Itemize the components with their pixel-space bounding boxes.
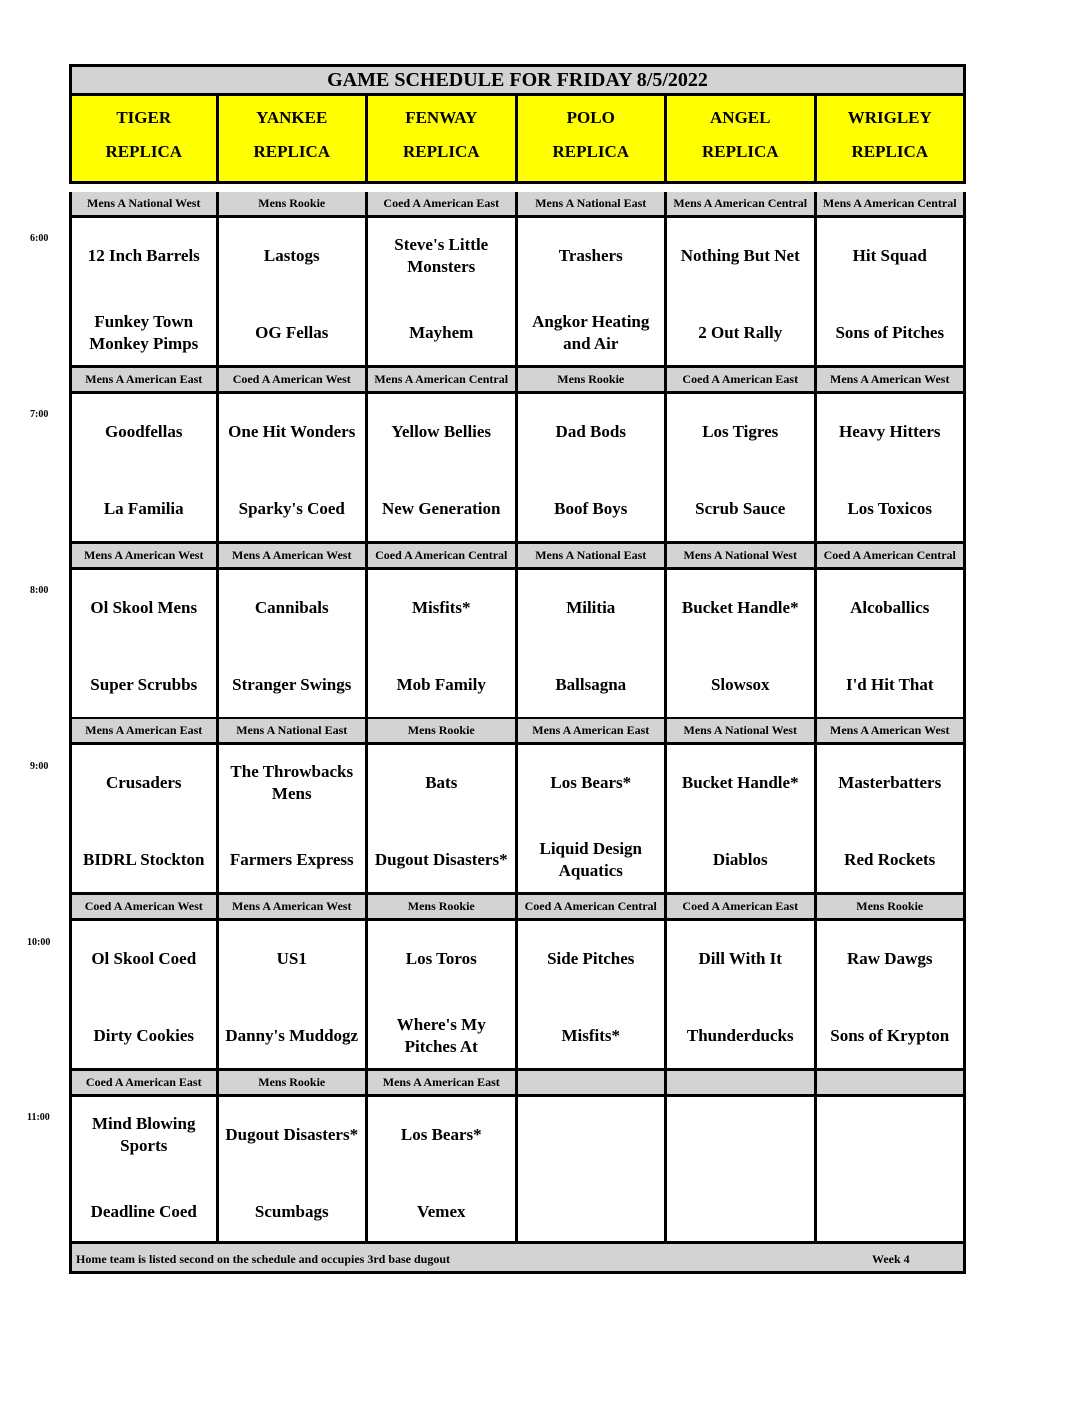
home-team: La Familia [103,498,184,518]
division-label: Mens A American West [817,368,967,391]
division-label: Mens Rookie [219,192,369,215]
game-cell [518,1094,668,1247]
game-cell [219,918,369,1071]
game-cell [69,567,219,720]
away-team: Yellow Bellies [391,421,492,441]
division-label: Coed A American Central [368,544,518,567]
home-team: Sons of Pitches [835,323,945,342]
time-label: 11:00 [27,1112,50,1124]
game-cell [817,918,967,1071]
game-cell [667,215,817,368]
division-label: Mens Rookie [817,895,967,918]
away-team: Masterbatters [838,773,942,793]
time-label: 6:00 [30,233,49,245]
game-cell [368,918,518,1071]
time-label: 10:00 [27,936,51,948]
division-label: Coed A American East [667,895,817,918]
home-team: BIDRL Stockton [83,850,205,870]
home-team: Angkor Heating and Air [532,312,650,353]
time-label: 8:00 [30,584,49,596]
schedule-sheet [69,64,966,1274]
home-team: Scrub Sauce [695,498,786,518]
away-team: Steve's Little Monsters [394,235,489,276]
page-title: GAME SCHEDULE FOR FRIDAY 8/5/2022 [69,64,966,96]
division-label: Mens A National East [518,192,668,215]
away-team: Militia [566,597,616,617]
game-cell [667,742,817,895]
home-team: Thunderducks [686,1026,794,1046]
away-team: Side Pitches [547,949,635,969]
game-cell [817,742,967,895]
away-team: Bats [425,773,458,793]
away-team: Crusaders [105,773,182,793]
away-team: Heavy Hitters [839,421,941,441]
time-label: 7:00 [30,409,49,421]
away-team: Raw Dawgs [847,949,933,969]
home-team: Liquid Design Aquatics [539,839,642,881]
division-label: Mens A American East [518,719,668,742]
home-team: Where's My Pitches At [396,1015,486,1057]
division-label: Coed A American West [219,368,369,391]
field-header [518,96,668,184]
game-cell [69,391,219,544]
game-cell [667,918,817,1071]
game-cell [368,567,518,720]
away-team [518,1110,665,1160]
division-label: Mens A National West [667,719,817,742]
away-team: Hit Squad [852,246,927,265]
game-cell [667,1094,817,1247]
away-team: Alcoballics [850,597,930,617]
game-cell [69,742,219,895]
division-label: Mens A National West [667,544,817,567]
away-team: Bucket Handle* [681,773,799,793]
away-team: Mind Blowing Sports [92,1114,196,1155]
field-subtitle: REPLICA [105,142,182,161]
away-team: Bucket Handle* [681,597,799,617]
game-cell [518,742,668,895]
home-team: I'd Hit That [845,674,934,694]
home-team: Diablos [712,850,768,870]
division-label [518,1071,668,1094]
away-team: The Throwbacks Mens [230,762,354,804]
home-team: Scumbags [254,1202,329,1221]
field-header [219,96,369,184]
field-name: WRIGLEY [847,108,932,127]
division-label: Mens A National East [219,719,369,742]
division-label: Mens A American Central [667,192,817,215]
game-cell [219,391,369,544]
home-team: Mob Family [396,674,486,694]
footer-note: Home team is listed second on the schedule and occupies 3rd base dugout [76,1252,451,1266]
division-label [817,1071,967,1094]
division-label: Mens A American Central [368,368,518,391]
game-cell [518,567,668,720]
home-team [667,1187,814,1237]
home-team: Dugout Disasters* [374,850,508,870]
away-team: Trashers [558,246,623,265]
away-team: Goodfellas [105,421,183,441]
home-team: Sparky's Coed [238,498,345,518]
home-team: Sons of Krypton [830,1026,950,1046]
home-team: Los Toxicos [847,498,933,518]
away-team: Los Toros [405,949,477,969]
division-label: Mens A American West [69,544,219,567]
home-team: Funkey Town Monkey Pimps [89,312,199,353]
game-cell [817,391,967,544]
home-team [518,1187,665,1237]
home-team: Dirty Cookies [93,1026,195,1046]
home-team: Boof Boys [554,498,628,518]
division-label: Mens Rookie [518,368,668,391]
home-team: OG Fellas [255,323,329,342]
game-cell [518,215,668,368]
field-header [69,96,219,184]
away-team: Ol Skool Mens [90,597,198,617]
home-team: Stranger Swings [232,674,352,694]
away-team: Dugout Disasters* [225,1125,359,1144]
away-team: 12 Inch Barrels [87,246,200,265]
game-cell [817,215,967,368]
away-team: Nothing But Net [680,246,800,265]
division-label: Mens A National West [69,192,219,215]
away-team: Dill With It [698,949,782,969]
home-team [817,1187,964,1237]
away-team: Los Tigres [702,421,779,441]
away-team: Los Bears* [400,1125,482,1144]
home-team: Misfits* [561,1026,621,1046]
away-team: Los Bears* [550,773,632,793]
game-cell [219,567,369,720]
division-label [667,1071,817,1094]
footer [69,1241,966,1274]
field-subtitle: REPLICA [851,142,928,161]
field-header [368,96,518,184]
away-team: Dad Bods [555,421,626,441]
game-cell [219,742,369,895]
division-label: Mens A American Central [817,192,967,215]
field-name: POLO [566,108,615,127]
field-subtitle: REPLICA [402,142,480,161]
game-cell [817,1094,967,1247]
game-cell [219,1094,369,1247]
home-team: Mayhem [409,323,474,342]
field-subtitle: REPLICA [253,142,330,161]
division-label: Mens A American West [219,544,369,567]
division-label: Coed A American East [667,368,817,391]
division-label: Mens A American West [817,719,967,742]
division-label: Coed A American East [368,192,518,215]
away-team: Cannibals [254,597,329,617]
game-cell [368,1094,518,1247]
away-team: Ol Skool Coed [91,949,197,969]
division-label: Mens Rookie [368,719,518,742]
division-label: Coed A American East [69,1071,219,1094]
home-team: Super Scrubbs [90,674,198,694]
field-subtitle: REPLICA [552,142,629,161]
week-label: Week 4 [872,1252,910,1266]
home-team: Vemex [417,1202,466,1221]
division-label: Mens Rookie [368,895,518,918]
home-team: Deadline Coed [90,1202,197,1221]
field-name: FENWAY [405,108,478,127]
away-team: Misfits* [411,597,471,617]
game-cell [518,918,668,1071]
game-cell [817,567,967,720]
game-cell [667,567,817,720]
division-label: Coed A American West [69,895,219,918]
division-label: Mens A American East [69,368,219,391]
game-cell [69,918,219,1071]
game-cell [368,742,518,895]
away-team: US1 [276,949,307,969]
field-header [817,96,967,184]
home-team: Ballsagna [555,674,627,694]
game-cell [368,215,518,368]
division-label: Mens A American West [219,895,369,918]
game-cell [368,391,518,544]
home-team: Danny's Muddogz [225,1026,359,1046]
field-subtitle: REPLICA [701,142,779,161]
home-team: Red Rockets [844,850,936,870]
division-label: Coed A American Central [817,544,967,567]
away-team [667,1110,814,1160]
division-label: Mens A American East [368,1071,518,1094]
home-team: New Generation [381,498,501,518]
division-label: Coed A American Central [518,895,668,918]
field-header [667,96,817,184]
game-cell [69,215,219,368]
field-name: ANGEL [710,108,771,127]
game-cell [69,1094,219,1247]
time-label: 9:00 [30,760,49,772]
division-label: Mens A National East [518,544,668,567]
game-cell [219,215,369,368]
game-cell [518,391,668,544]
away-team: Lastogs [263,246,320,265]
away-team [817,1110,964,1160]
field-name: TIGER [116,108,172,127]
field-name: YANKEE [256,108,328,127]
game-cell [667,391,817,544]
away-team: One Hit Wonders [228,421,356,441]
division-label: Mens Rookie [219,1071,369,1094]
home-team: Slowsox [710,674,770,694]
division-label: Mens A American East [69,719,219,742]
home-team: Farmers Express [229,850,354,870]
home-team: 2 Out Rally [698,323,783,342]
